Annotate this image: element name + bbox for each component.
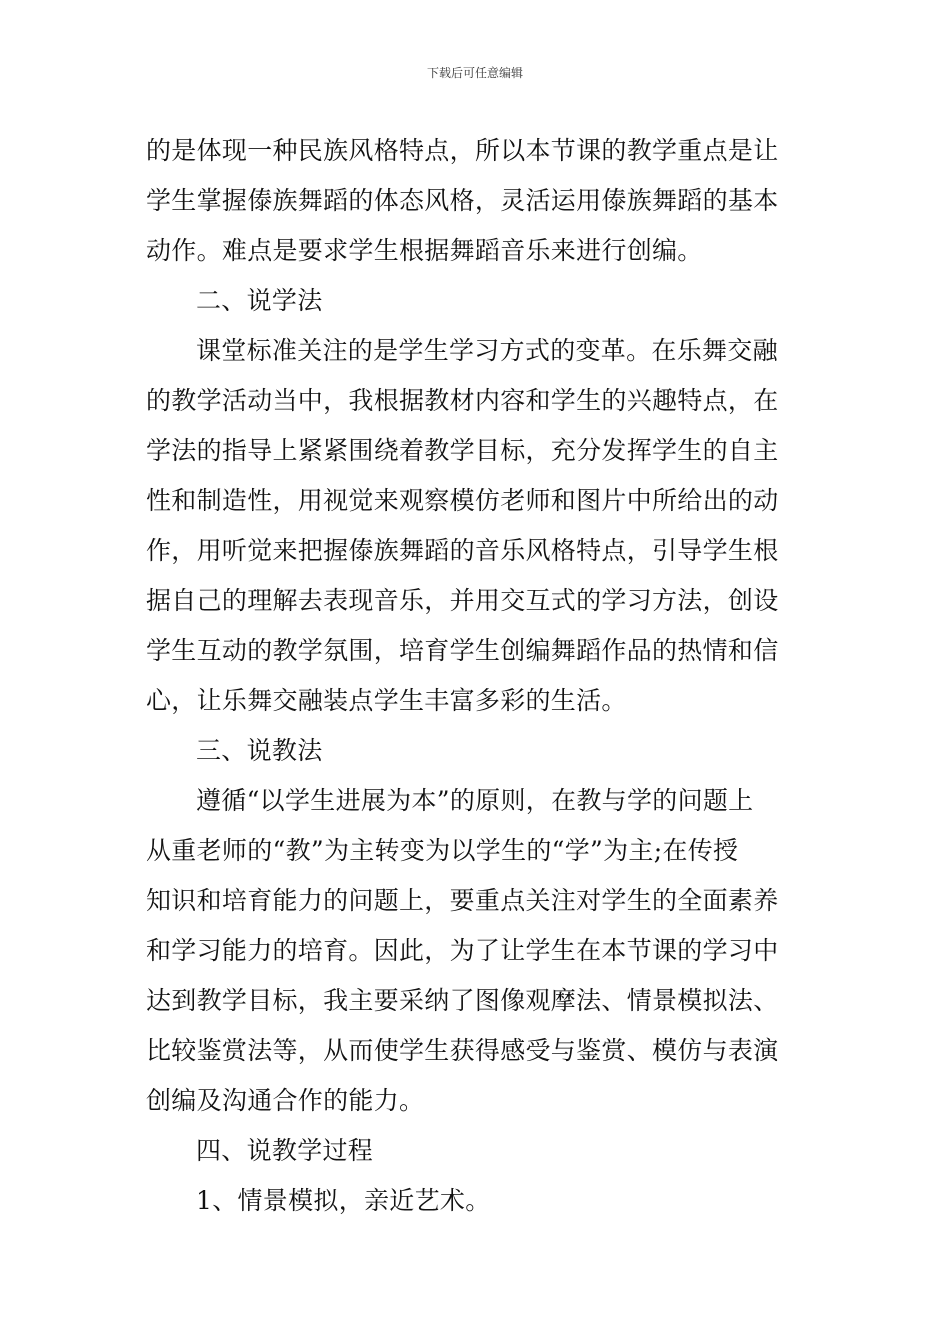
text-line: 的是体现一种民族风格特点，所以本节课的教学重点是让 xyxy=(146,136,779,165)
text-line: 心，让乐舞交融装点学生丰富多彩的生活。 xyxy=(146,686,627,715)
text-line: 据自己的理解去表现音乐，并用交互式的学习方法，创设 xyxy=(146,586,779,615)
text-line: 达到教学目标，我主要采纳了图像观摩法、情景模拟法、 xyxy=(146,986,779,1015)
page-header-note: 下载后可任意编辑 xyxy=(426,66,523,80)
text-line: 创编及沟通合作的能力。 xyxy=(146,1086,425,1115)
text-line: 比较鉴赏法等，从而使学生获得感受与鉴赏、模仿与表演 xyxy=(146,1036,779,1065)
text-line: 作，用听觉来把握傣族舞蹈的音乐风格特点，引导学生根 xyxy=(146,536,779,565)
text-line: 性和制造性，用视觉来观察模仿老师和图片中所给出的动 xyxy=(146,486,779,515)
document-body xyxy=(146,126,810,1226)
section-heading-teaching-process: 四、说教学过程 xyxy=(196,1136,374,1165)
text-line: 学生互动的教学氛围，培育学生创编舞蹈作品的热情和信 xyxy=(146,636,779,665)
subsection-heading: 1、情景模拟，亲近艺术。 xyxy=(196,1186,491,1215)
text-line: 课堂标准关注的是学生学习方式的变革。在乐舞交融 xyxy=(196,336,778,365)
text-line: 知识和培育能力的问题上，要重点关注对学生的全面素养 xyxy=(146,886,779,915)
text-line: 的教学活动当中，我根据教材内容和学生的兴趣特点，在 xyxy=(146,386,779,415)
text-line: 学法的指导上紧紧围绕着教学目标，充分发挥学生的自主 xyxy=(146,436,779,465)
text-line: 从重老师的“教”为主转变为以学生的“学”为主;在传授 xyxy=(146,836,739,865)
section-heading-study-method: 二、说学法 xyxy=(196,286,323,315)
text-line: 动作。难点是要求学生根据舞蹈音乐来进行创编。 xyxy=(146,236,703,265)
text-line: 和学习能力的培育。因此，为了让学生在本节课的学习中 xyxy=(146,936,779,965)
section-heading-teaching-method: 三、说教法 xyxy=(196,736,323,765)
text-line: 学生掌握傣族舞蹈的体态风格，灵活运用傣族舞蹈的基本 xyxy=(146,186,779,215)
text-line: 遵循“以学生进展为本”的原则，在教与学的问题上 xyxy=(196,786,754,815)
